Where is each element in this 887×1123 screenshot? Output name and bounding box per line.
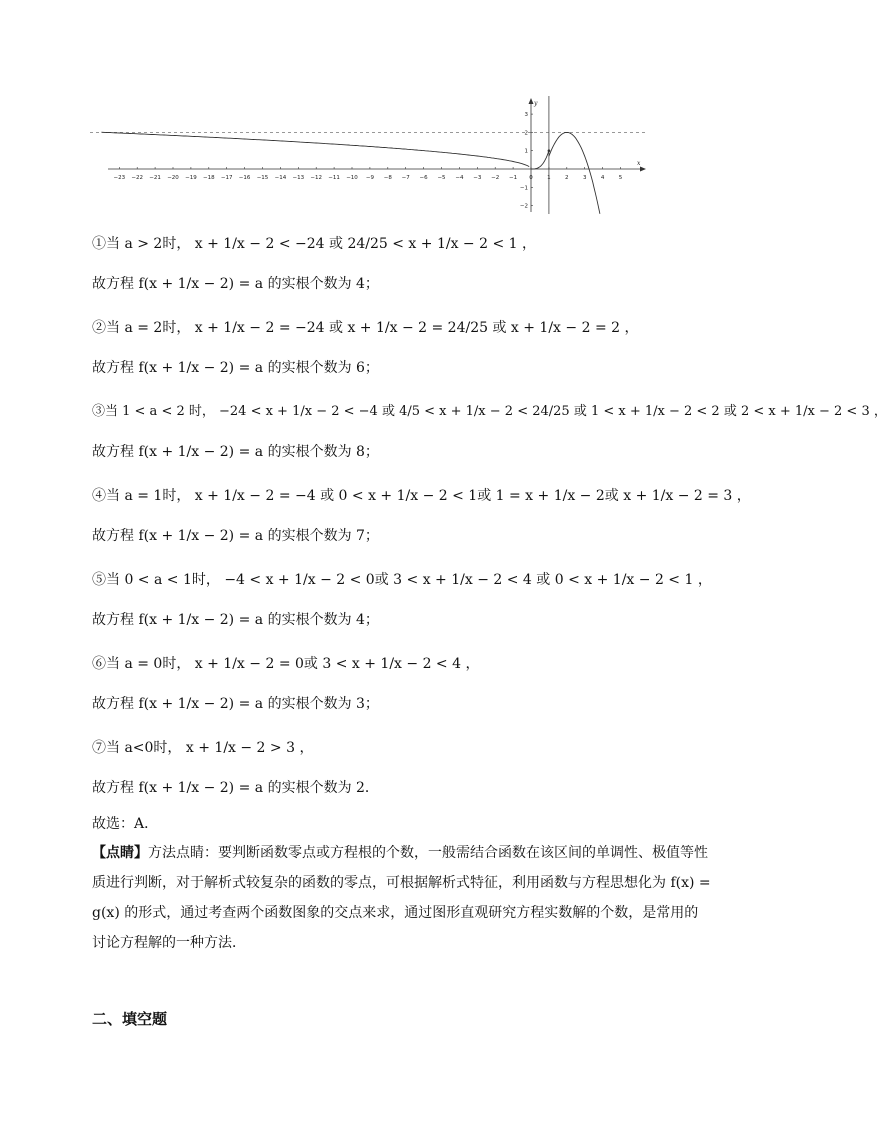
- comment-text: 方法点睛：要判断函数零点或方程根的个数，一般需结合函数在该区间的单调性、极值等性质进行判断，对于解析式较复杂的函数的零点，可根据解析式特征，利用函数与方程思想化为 f(x) = g(x) 的形式，通过考查两个函数图象的交点来求，通过图形直观研究方程实数解的个数，是常用的讨论方程解的一种方法．: [92, 845, 711, 951]
- y-tick-label: 2: [524, 130, 528, 137]
- case-7-condition: ⑦当 a<0时， x + 1/x − 2 > 3 ，: [92, 740, 314, 756]
- case-4-condition: ④当 a = 1时， x + 1/x − 2 = −4 或 0 < x + 1/x − 2 < 1或 1 = x + 1/x − 2或 x + 1/x − 2 = 3 ，: [92, 488, 751, 504]
- case-2-condition: ②当 a = 2时， x + 1/x − 2 = −24 或 x + 1/x − 2 = 24/25 或 x + 1/x − 2 = 2 ，: [92, 320, 639, 336]
- x-tick-label: −1: [509, 175, 518, 181]
- x-axis-arrow: [640, 167, 646, 172]
- x-axis-label: x: [637, 160, 641, 167]
- case-6-result: 故方程 f(x + 1/x − 2) = a 的实根个数为 3；: [92, 696, 379, 712]
- x-tick-label: −20: [167, 175, 179, 181]
- case-4-result: 故方程 f(x + 1/x − 2) = a 的实根个数为 7；: [92, 528, 379, 544]
- x-tick-label: 2: [565, 175, 569, 181]
- comment-label: 【点睛】: [92, 845, 148, 861]
- case-1-result: 故方程 f(x + 1/x − 2) = a 的实根个数为 4；: [92, 276, 379, 292]
- case-1-condition: ①当 a > 2时， x + 1/x − 2 < −24 或 24/25 < x + 1/x − 2 < 1 ，: [92, 236, 536, 252]
- x-tick-label: −14: [274, 175, 287, 181]
- curve-middle-branch: [531, 151, 549, 169]
- x-tick-label: −15: [256, 175, 269, 181]
- case-5-result: 故方程 f(x + 1/x − 2) = a 的实根个数为 4；: [92, 612, 379, 628]
- x-tick-label: −8: [383, 175, 392, 181]
- curve-right-branch: [549, 132, 600, 213]
- y-axis-label: y: [534, 100, 538, 107]
- x-tick-label: 1: [547, 175, 551, 181]
- y-axis-arrow: [529, 98, 534, 104]
- x-tick-label: −21: [149, 175, 161, 181]
- case-3-condition: ③当 1 < a < 2 时， −24 < x + 1/x − 2 < −4 或 4/5 < x + 1/x − 2 < 24/25 或 1 < x + 1/x − 2 < 2 或 2 < x + 1/x − 2 < 3 ，: [92, 404, 887, 419]
- case-6-condition: ⑥当 a = 0时， x + 1/x − 2 = 0或 3 < x + 1/x − 2 < 4 ，: [92, 656, 480, 672]
- x-tick-label: 5: [618, 175, 623, 181]
- y-tick-label: −2: [519, 203, 528, 210]
- x-tick-label: 3: [582, 175, 587, 181]
- y-tick-label: 3: [524, 112, 528, 119]
- case-3-result: 故方程 f(x + 1/x − 2) = a 的实根个数为 8；: [92, 444, 379, 460]
- x-tick-label: −23: [113, 175, 126, 181]
- x-tick-label: −9: [365, 175, 374, 181]
- x-tick-label: 4: [600, 175, 605, 181]
- x-tick-label: −3: [473, 175, 482, 181]
- point-1-1: [548, 149, 551, 152]
- x-tick-label: −19: [185, 175, 197, 181]
- case-2-result: 故方程 f(x + 1/x − 2) = a 的实根个数为 6；: [92, 360, 379, 376]
- y-tick-label: 1: [524, 148, 528, 155]
- function-graph: [88, 96, 648, 216]
- x-tick-label: −13: [292, 175, 305, 181]
- case-5-condition: ⑤当 0 < a < 1时， −4 < x + 1/x − 2 < 0或 3 < x + 1/x − 2 < 4 或 0 < x + 1/x − 2 < 1 ，: [92, 572, 712, 588]
- x-tick-label: −18: [202, 175, 215, 181]
- comment-paragraph: [92, 838, 712, 958]
- x-tick-label: −10: [346, 175, 358, 181]
- x-tick-label: −17: [220, 175, 233, 181]
- x-tick-label: −7: [401, 175, 410, 181]
- x-tick-label: −22: [131, 175, 144, 181]
- answer-choice: 故选：A．: [92, 816, 159, 832]
- section-title: 二、填空题: [92, 1010, 168, 1028]
- x-tick-label: −2: [491, 175, 500, 181]
- y-tick-label: −1: [519, 185, 528, 192]
- x-tick-label: −12: [310, 175, 323, 181]
- x-tick-label: −16: [238, 175, 251, 181]
- curve-left-branch: [101, 132, 529, 166]
- x-tick-label: −11: [328, 175, 340, 181]
- x-tick-label: −4: [455, 175, 464, 181]
- x-tick-label: 0: [529, 175, 533, 181]
- x-tick-label: −6: [419, 175, 428, 181]
- case-7-result: 故方程 f(x + 1/x − 2) = a 的实根个数为 2．: [92, 780, 379, 796]
- x-tick-label: −5: [437, 175, 446, 181]
